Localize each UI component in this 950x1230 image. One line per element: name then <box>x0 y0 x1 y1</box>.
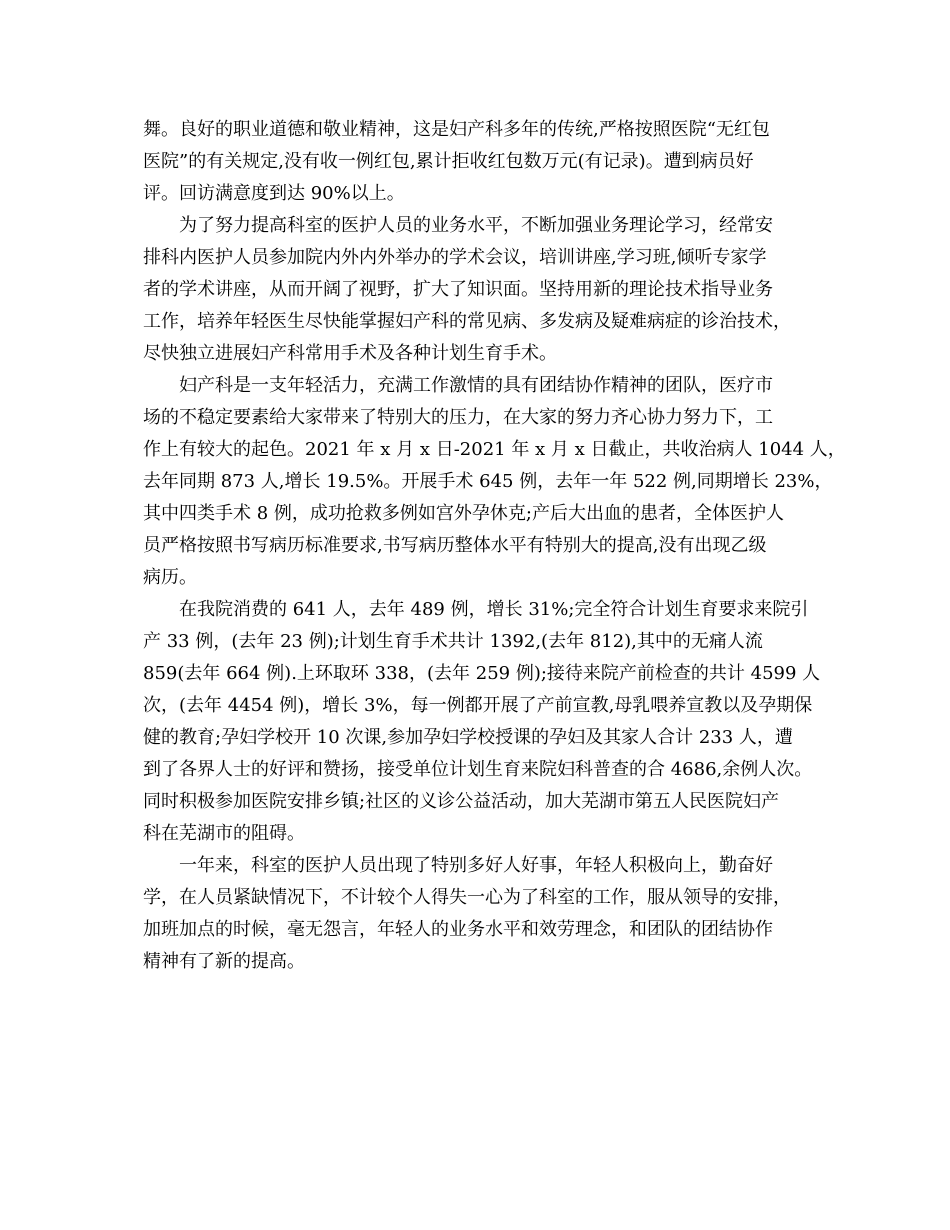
text-line: 尽快独立进展妇产科常用手术及各种计划生育手术。 <box>143 343 557 364</box>
text-line: 评。回访满意度到达 90%以上。 <box>143 183 405 204</box>
text-line: 妇产科是一支年轻活力，充满工作激情的具有团结协作精神的团队，医疗市 <box>179 375 773 396</box>
text-line: 舞。良好的职业道德和敬业精神，这是妇产科多年的传统,严格按照医院“无红包 <box>143 119 770 140</box>
paragraph-3 <box>143 370 846 594</box>
text-line: 学，在人员紧缺情况下，不计较个人得失一心为了科室的工作，服从领导的安排， <box>143 887 791 908</box>
text-line: 一年来，科室的医护人员出现了特别多好人好事，年轻人积极向上，勤奋好 <box>179 855 773 876</box>
text-line: 场的不稳定要素给大家带来了特别大的压力，在大家的努力齐心协力努力下，工 <box>143 407 773 428</box>
text-line: 到了各界人士的好评和赞扬，接受单位计划生育来院妇科普查的合 4686,余例人次。 <box>143 759 813 780</box>
text-line: 员严格按照书写病历标准要求,书写病历整体水平有特别大的提高,没有出现乙级 <box>143 535 767 556</box>
text-line: 在我院消费的 641 人，去年 489 例，增长 31%;完全符合计划生育要求来院引 <box>179 599 809 620</box>
paragraph-1 <box>143 114 843 210</box>
text-line: 排科内医护人员参加院内外内外举办的学术会议，培训讲座,学习班,倾听专家学 <box>143 247 767 268</box>
paragraph-5 <box>143 850 843 978</box>
text-line: 科在芜湖市的阻碍。 <box>143 823 305 844</box>
text-line: 859(去年 664 例).上环取环 338，(去年 259 例);接待来院产前检查的共计 4599 人 <box>143 663 821 684</box>
text-line: 其中四类手术 8 例，成功抢救多例如宫外孕休克;产后大出血的患者，全体医护人 <box>143 503 784 524</box>
text-line: 加班加点的时候，毫无怨言，年轻人的业务水平和效劳理念，和团队的团结协作 <box>143 919 773 940</box>
text-line: 精神有了新的提高。 <box>143 951 305 972</box>
document-body <box>143 114 846 978</box>
text-line: 病历。 <box>143 567 197 588</box>
text-line: 医院”的有关规定,没有收一例红包,累计拒收红包数万元(有记录)。遭到病员好 <box>143 151 754 172</box>
text-line: 同时积极参加医院安排乡镇;社区的义诊公益活动，加大芜湖市第五人民医院妇产 <box>143 791 780 812</box>
text-line: 者的学术讲座，从而开阔了视野，扩大了知识面。坚持用新的理论技术指导业务 <box>143 279 773 300</box>
paragraph-4 <box>143 594 843 850</box>
text-line: 产 33 例，(去年 23 例);计划生育手术共计 1392,(去年 812),其中的无痛人流 <box>143 631 763 652</box>
text-line: 次，(去年 4454 例)，增长 3%，每一例都开展了产前宣教,母乳喂养宣教以及孕期保 <box>143 695 813 716</box>
text-line: 为了努力提高科室的医护人员的业务水平，不断加强业务理论学习，经常安 <box>179 215 773 236</box>
text-line: 去年同期 873 人,增长 19.5%。开展手术 645 例，去年一年 522 例,同期增长 23%， <box>143 471 833 492</box>
text-line: 工作，培养年轻医生尽快能掌握妇产科的常见病、多发病及疑难病症的诊治技术， <box>143 311 791 332</box>
text-line: 作上有较大的起色。2021 年 x 月 x 日-2021 年 x 月 x 日截止，共收治病人 1044 人， <box>143 439 846 460</box>
text-line: 健的教育;孕妇学校开 10 次课,参加孕妇学校授课的孕妇及其家人合计 233 人，遭 <box>143 727 793 748</box>
paragraph-2 <box>143 210 843 370</box>
